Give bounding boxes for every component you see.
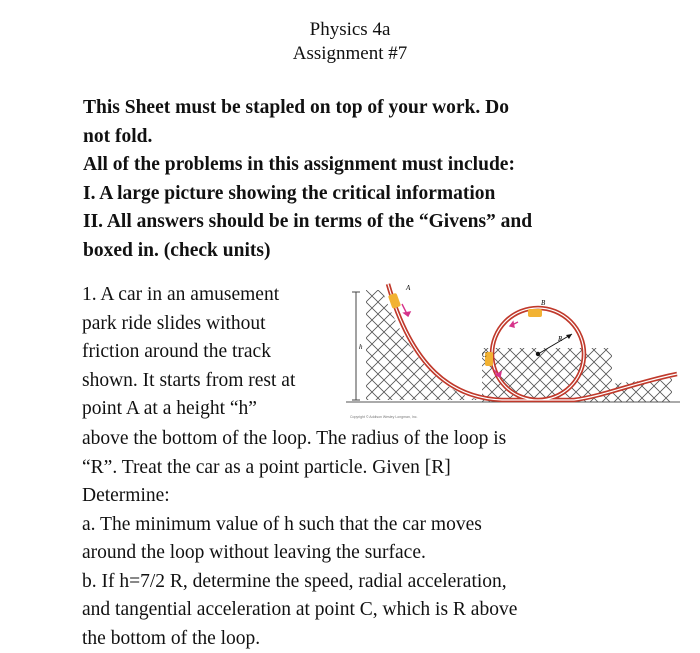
arrow-b-head — [510, 322, 514, 327]
label-c: C — [482, 351, 487, 359]
problem-line: and tangential acceleration at point C, which is R above — [82, 596, 682, 625]
problem-line: park ride slides without — [82, 310, 352, 339]
figure-copyright: Copyright © Addison Wesley Longman, Inc. — [350, 415, 418, 419]
problem-line: around the loop without leaving the surface. — [82, 539, 682, 568]
problem-1-intro — [82, 281, 352, 424]
instruction-line: All of the problems in this assignment must include: — [83, 151, 643, 180]
page-header — [0, 18, 700, 66]
instructions-block — [83, 94, 643, 265]
assignment-title: Assignment #7 — [0, 42, 700, 66]
label-r: R — [557, 335, 563, 343]
arrow-a-head — [404, 312, 410, 316]
roller-coaster-figure — [342, 278, 684, 428]
problem-line: “R”. Treat the car as a point particle. Given [R] — [82, 454, 682, 483]
instruction-line: boxed in. (check units) — [83, 237, 643, 266]
label-b: B — [541, 299, 546, 307]
course-title: Physics 4a — [0, 18, 700, 42]
car-at-a — [388, 293, 401, 309]
problem-line: b. If h=7/2 R, determine the speed, radial acceleration, — [82, 568, 682, 597]
problem-line: the bottom of the loop. — [82, 625, 682, 653]
instruction-line: II. All answers should be in terms of the “Givens” and — [83, 208, 643, 237]
problem-1-body — [82, 425, 682, 653]
instruction-line: not fold. — [83, 123, 643, 152]
problem-line: Determine: — [82, 482, 682, 511]
problem-line: above the bottom of the loop. The radius of the loop is — [82, 425, 682, 454]
car-at-b — [528, 309, 542, 317]
label-h: h — [359, 343, 363, 351]
label-a: A — [405, 284, 411, 292]
problem-line: friction around the track — [82, 338, 352, 367]
instruction-line: I. A large picture showing the critical information — [83, 180, 643, 209]
instruction-line: This Sheet must be stapled on top of your work. Do — [83, 94, 643, 123]
problem-line: point A at a height “h” — [82, 395, 352, 424]
problem-line: shown. It starts from rest at — [82, 367, 352, 396]
problem-line: a. The minimum value of h such that the car moves — [82, 511, 682, 540]
problem-line: 1. A car in an amusement — [82, 281, 352, 310]
